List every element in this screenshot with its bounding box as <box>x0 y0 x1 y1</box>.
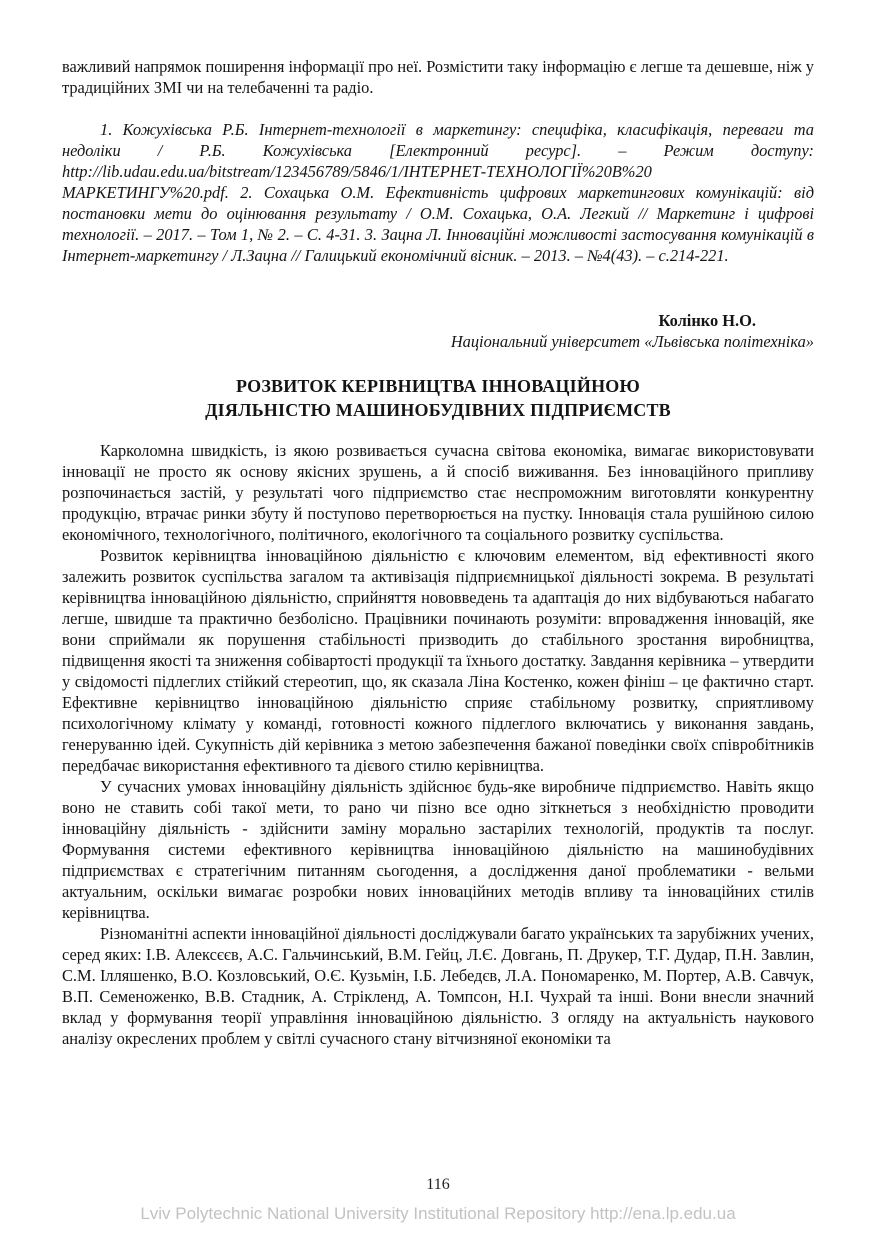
repository-footer: Lviv Polytechnic National University Institutional Repository http://ena.lp.edu.ua <box>140 1204 736 1223</box>
author-affiliation: Національний університет «Львівська політехніка» <box>450 332 814 351</box>
article-body <box>62 440 814 1049</box>
article-title <box>62 374 814 422</box>
article-title-line1: РОЗВИТОК КЕРІВНИЦТВА ІННОВАЦІЙНОЮ <box>236 376 640 396</box>
article-title-line2: ДІЯЛЬНІСТЮ МАШИНОБУДІВНИХ ПІДПРИЄМСТВ <box>205 400 671 420</box>
references-block: 1. Кожухівська Р.Б. Інтернет-технології в маркетингу: специфіка, класифікація, переваги та недоліки / Р.Б. Кожухівська [Електронний ресурс]. – Режим доступу: http://lib.udau.edu.ua/bitstream/123456789/5846/1/ІНТЕРНЕТ-ТЕХНОЛОГІЇ%20В%20 МАРКЕТИНГУ%20.pdf. 2. Сохацька О.М. Ефективність цифрових маркетингових комунікацій: від постановки мети до оцінювання результату / О.М. Сохацька, О.А. Легкий // Маркетинг і цифрові технології. – 2017. – Том 1, № 2. – С. 4-31. 3. Зацна Л. Інноваційні можливості застосування комунікацій в Інтернет-маркетингу / Л.Зацна // Галицький економічний вісник. – 2013. – №4(43). – с.214-221. <box>62 120 814 265</box>
article-paragraph-2: Розвиток керівництва інноваційною діяльністю є ключовим елементом, від ефективності якого залежить розвиток суспільства загалом та активізація підприємницької діяльності зокрема. В результаті керівництва інноваційною діяльністю, сприйняття нововведень та адаптація до них відбуваються набагато легше, швидше та практично безболісно. Працівники починають розуміти: впровадження інновацій, яке вони сприймали як порушення стабільності призводить до стабільного зростання виробництва, підвищення якості та зниження собівартості продукції та їхнього достатку. Завдання керівника – утвердити у свідомості підлеглих стійкий стереотип, що, як сказала Ліна Костенко, кожен фініш – це фактично старт. Ефективне керівництво інноваційною діяльністю сприяє стабільному розвитку, сприятливому психологічному клімату у команді, готовності кожного підлеглого включатись у виконання завдань, генеруванню ідей. Сукупність дій керівника з метою забезпечення бажаної поведінки своїх співробітників передбачає використання ефективного та дієвого стилю керівництва. <box>62 546 814 775</box>
author-name: Колінко Н.О. <box>658 311 756 330</box>
continuation-paragraph: важливий напрямок поширення інформації про неї. Розмістити таку інформацію є легше та дешевше, ніж у традиційних ЗМІ чи на телебаченні та радіо. <box>62 57 814 97</box>
article-paragraph-4: Різноманітні аспекти інноваційної діяльності досліджували багато українських та зарубіжних учених, серед яких: І.В. Алексєєв, А.С. Гальчинський, В.М. Гейц, Л.Є. Довгань, П. Друкер, Т.Г. Дудар, П.Н. Завлин, С.М. Ілляшенко, В.О. Козловський, О.Є. Кузьмін, І.Б. Лебедєв, Л.А. Пономаренко, М. Портер, А.В. Савчук, В.П. Семеноженко, В.В. Стадник, А. Стрікленд, А. Томпсон, Н.І. Чухрай та інші. Вони внесли значний вклад у формування теорії управління інноваційною діяльністю. З огляду на актуальність наукового аналізу окреслених проблем у світлі сучасного стану вітчизняної економіки та <box>62 924 814 1048</box>
author-block <box>62 310 814 352</box>
article-paragraph-1: Карколомна швидкість, із якою розвивається сучасна світова економіка, вимагає використовувати інновації не просто як основу якісних зрушень, а й спосіб виживання. Без інноваційного припливу розпочинається застій, у результаті чого підприємство стає неспроможним виготовляти конкурентну продукцію, втрачає ринки збуту й поступово перетворюється на пустку. Інновація стала рушійною силою економічного, технологічного, політичного, екологічного та соціального розвитку суспільства. <box>62 441 814 544</box>
page-number: 116 <box>426 1176 450 1193</box>
article-paragraph-3: У сучасних умовах інноваційну діяльність здійснює будь-яке виробниче підприємство. Навіть якщо воно не ставить собі такої мети, то рано чи пізно все одно зіткнеться з необхідністю проводити інноваційну діяльність - здійснити заміну морально застарілих технологій, продуктів та послуг. Формування системи ефективного керівництва інноваційною діяльністю на машинобудівних підприємствах є стратегічним питанням сьогодення, а дослідження даної проблематики - вельми актуальним, оскільки вимагає розробки нових інноваційних методів впливу та інноваційних стилів керівництва. <box>62 777 814 922</box>
